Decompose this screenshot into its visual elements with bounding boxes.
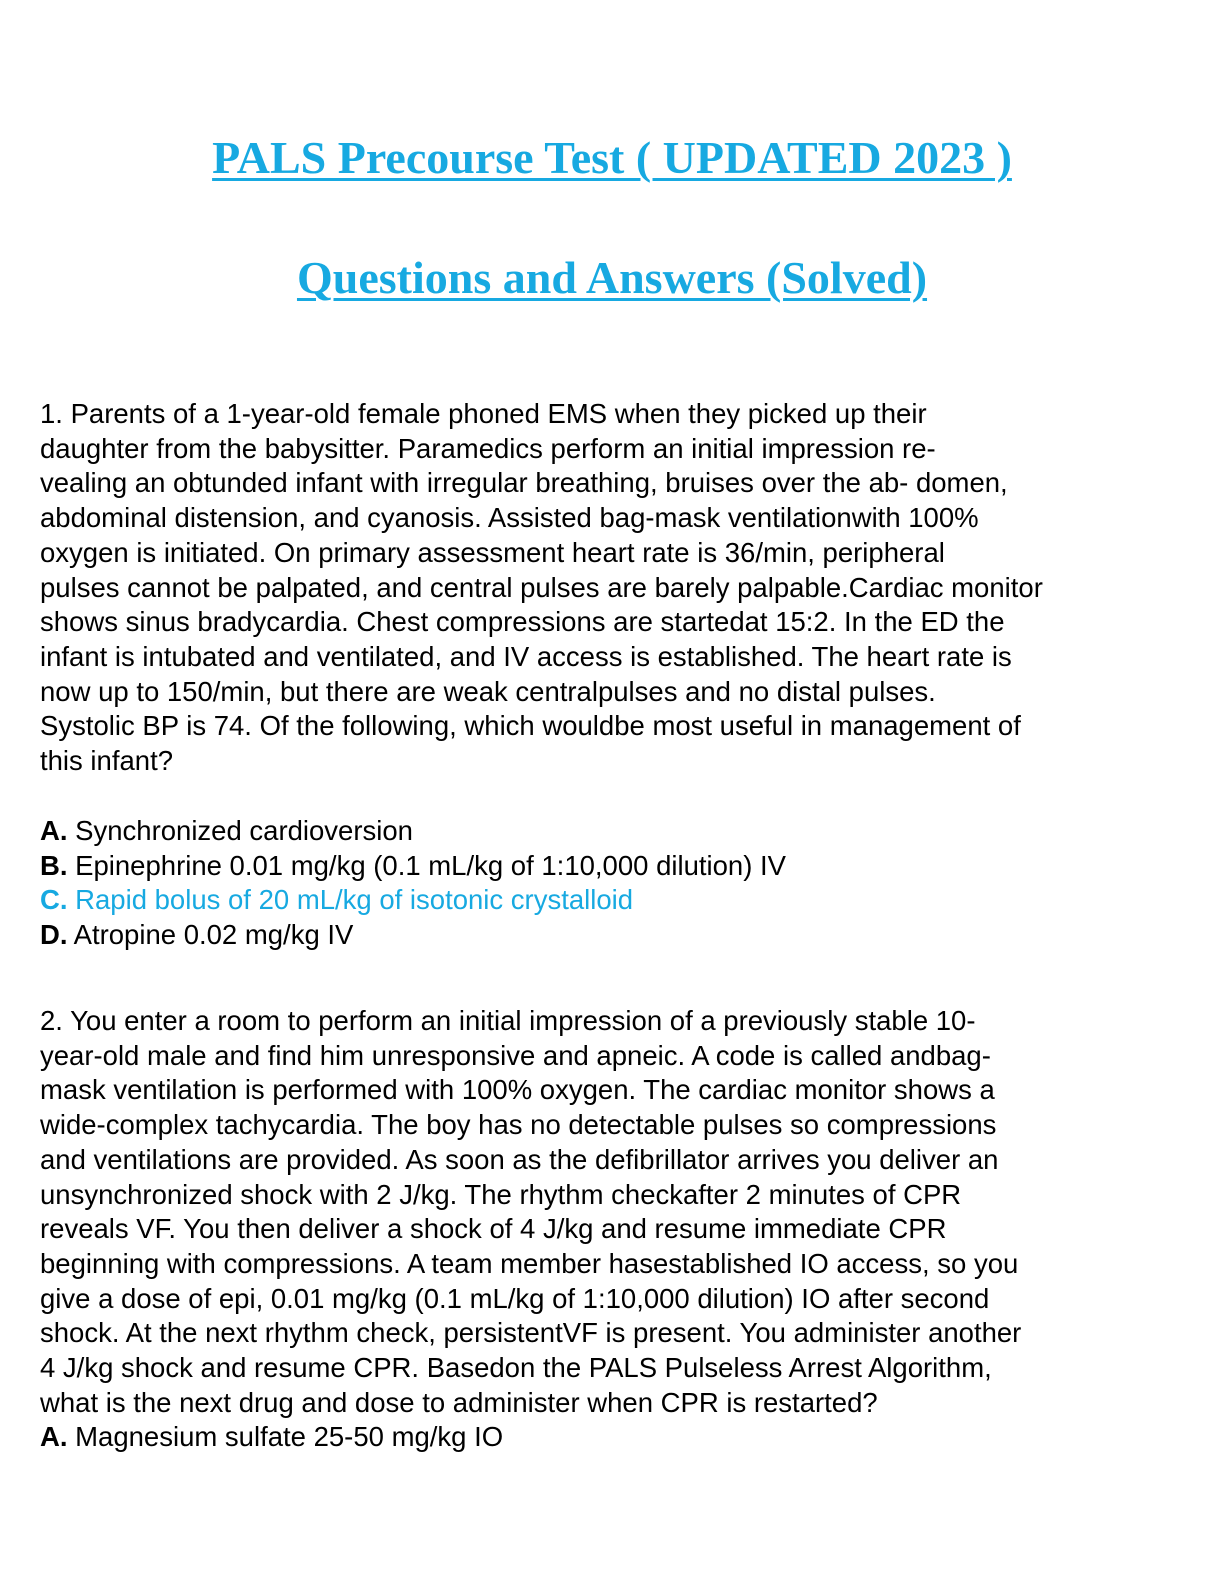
question-line: infant is intubated and ventilated, and IV access is established. The heart rate is (40, 640, 1012, 672)
question-2-options (40, 1420, 1190, 1455)
option-letter: D. (40, 919, 68, 951)
option-d (40, 918, 1190, 953)
option-text: Rapid bolus of 20 mL/kg of isotonic crystalloid (75, 884, 634, 916)
question-line: now up to 150/min, but there are weak centralpulses and no distal pulses. (40, 675, 936, 707)
title-line-1-text: PALS Precourse Test ( UPDATED 2023 ) (212, 132, 1012, 183)
option-letter: C. (40, 884, 68, 916)
document-title-line-1 (0, 130, 1224, 186)
question-line: 1. Parents of a 1-year-old female phoned EMS when they picked up their (40, 398, 927, 429)
question-2-text (40, 1004, 1190, 1420)
option-a (40, 814, 1190, 849)
option-c-correct-answer (40, 883, 1190, 918)
option-text: Atropine 0.02 mg/kg IV (73, 919, 354, 951)
question-line: and ventilations are provided. As soon as the defibrillator arrives you deliver an (40, 1143, 999, 1175)
question-1-options (40, 814, 1190, 953)
question-line: year-old male and find him unresponsive and apneic. A code is called andbag- (40, 1039, 991, 1071)
option-letter: A. (40, 1421, 68, 1452)
question-line: wide-complex tachycardia. The boy has no detectable pulses so compressions (40, 1109, 997, 1141)
question-line: mask ventilation is performed with 100% oxygen. The cardiac monitor shows a (40, 1074, 995, 1106)
question-line: shock. At the next rhythm check, persistentVF is present. You administer another (40, 1317, 1022, 1349)
question-line: 2. You enter a room to perform an initial impression of a previously stable 10- (40, 1005, 976, 1036)
question-line: shows sinus bradycardia. Chest compressions are startedat 15:2. In the ED the (40, 606, 1005, 638)
question-line: what is the next drug and dose to administer when CPR is restarted? (40, 1386, 878, 1418)
question-line: reveals VF. You then deliver a shock of 4 J/kg and resume immediate CPR (40, 1213, 947, 1245)
question-line: 4 J/kg shock and resume CPR. Basedon the PALS Pulseless Arrest Algorithm, (40, 1352, 992, 1384)
question-line: daughter from the babysitter. Paramedics perform an initial impression re- (40, 432, 936, 464)
option-text: Epinephrine 0.01 mg/kg (0.1 mL/kg of 1:10,000 dilution) IV (75, 849, 786, 881)
option-a (40, 1420, 1190, 1455)
question-line: abdominal distension, and cyanosis. Assisted bag-mask ventilationwith 100% (40, 502, 979, 534)
question-line: vealing an obtunded infant with irregular breathing, bruises over the ab- domen, (40, 467, 1008, 499)
question-line: beginning with compressions. A team member hasestablished IO access, so you (40, 1247, 1019, 1279)
option-text: Synchronized cardioversion (75, 815, 413, 846)
title-line-2-text: Questions and Answers (Solved) (296, 252, 928, 303)
question-line: give a dose of epi, 0.01 mg/kg (0.1 mL/kg of 1:10,000 dilution) IO after second (40, 1282, 990, 1314)
option-text: Magnesium sulfate 25-50 mg/kg IO (75, 1421, 504, 1452)
question-line: this infant? (40, 745, 174, 777)
question-line: oxygen is initiated. On primary assessment heart rate is 36/min, peripheral (40, 536, 945, 568)
question-line: unsynchronized shock with 2 J/kg. The rhythm checkafter 2 minutes of CPR (40, 1178, 962, 1210)
option-letter: A. (40, 815, 68, 846)
question-line: Systolic BP is 74. Of the following, which wouldbe most useful in management of (40, 710, 1021, 742)
option-letter: B. (40, 849, 68, 881)
question-1-text (40, 397, 1190, 779)
question-line: pulses cannot be palpated, and central pulses are barely palpable.Cardiac monitor (40, 571, 1043, 603)
document-title-line-2 (0, 250, 1224, 306)
option-b (40, 849, 1190, 884)
